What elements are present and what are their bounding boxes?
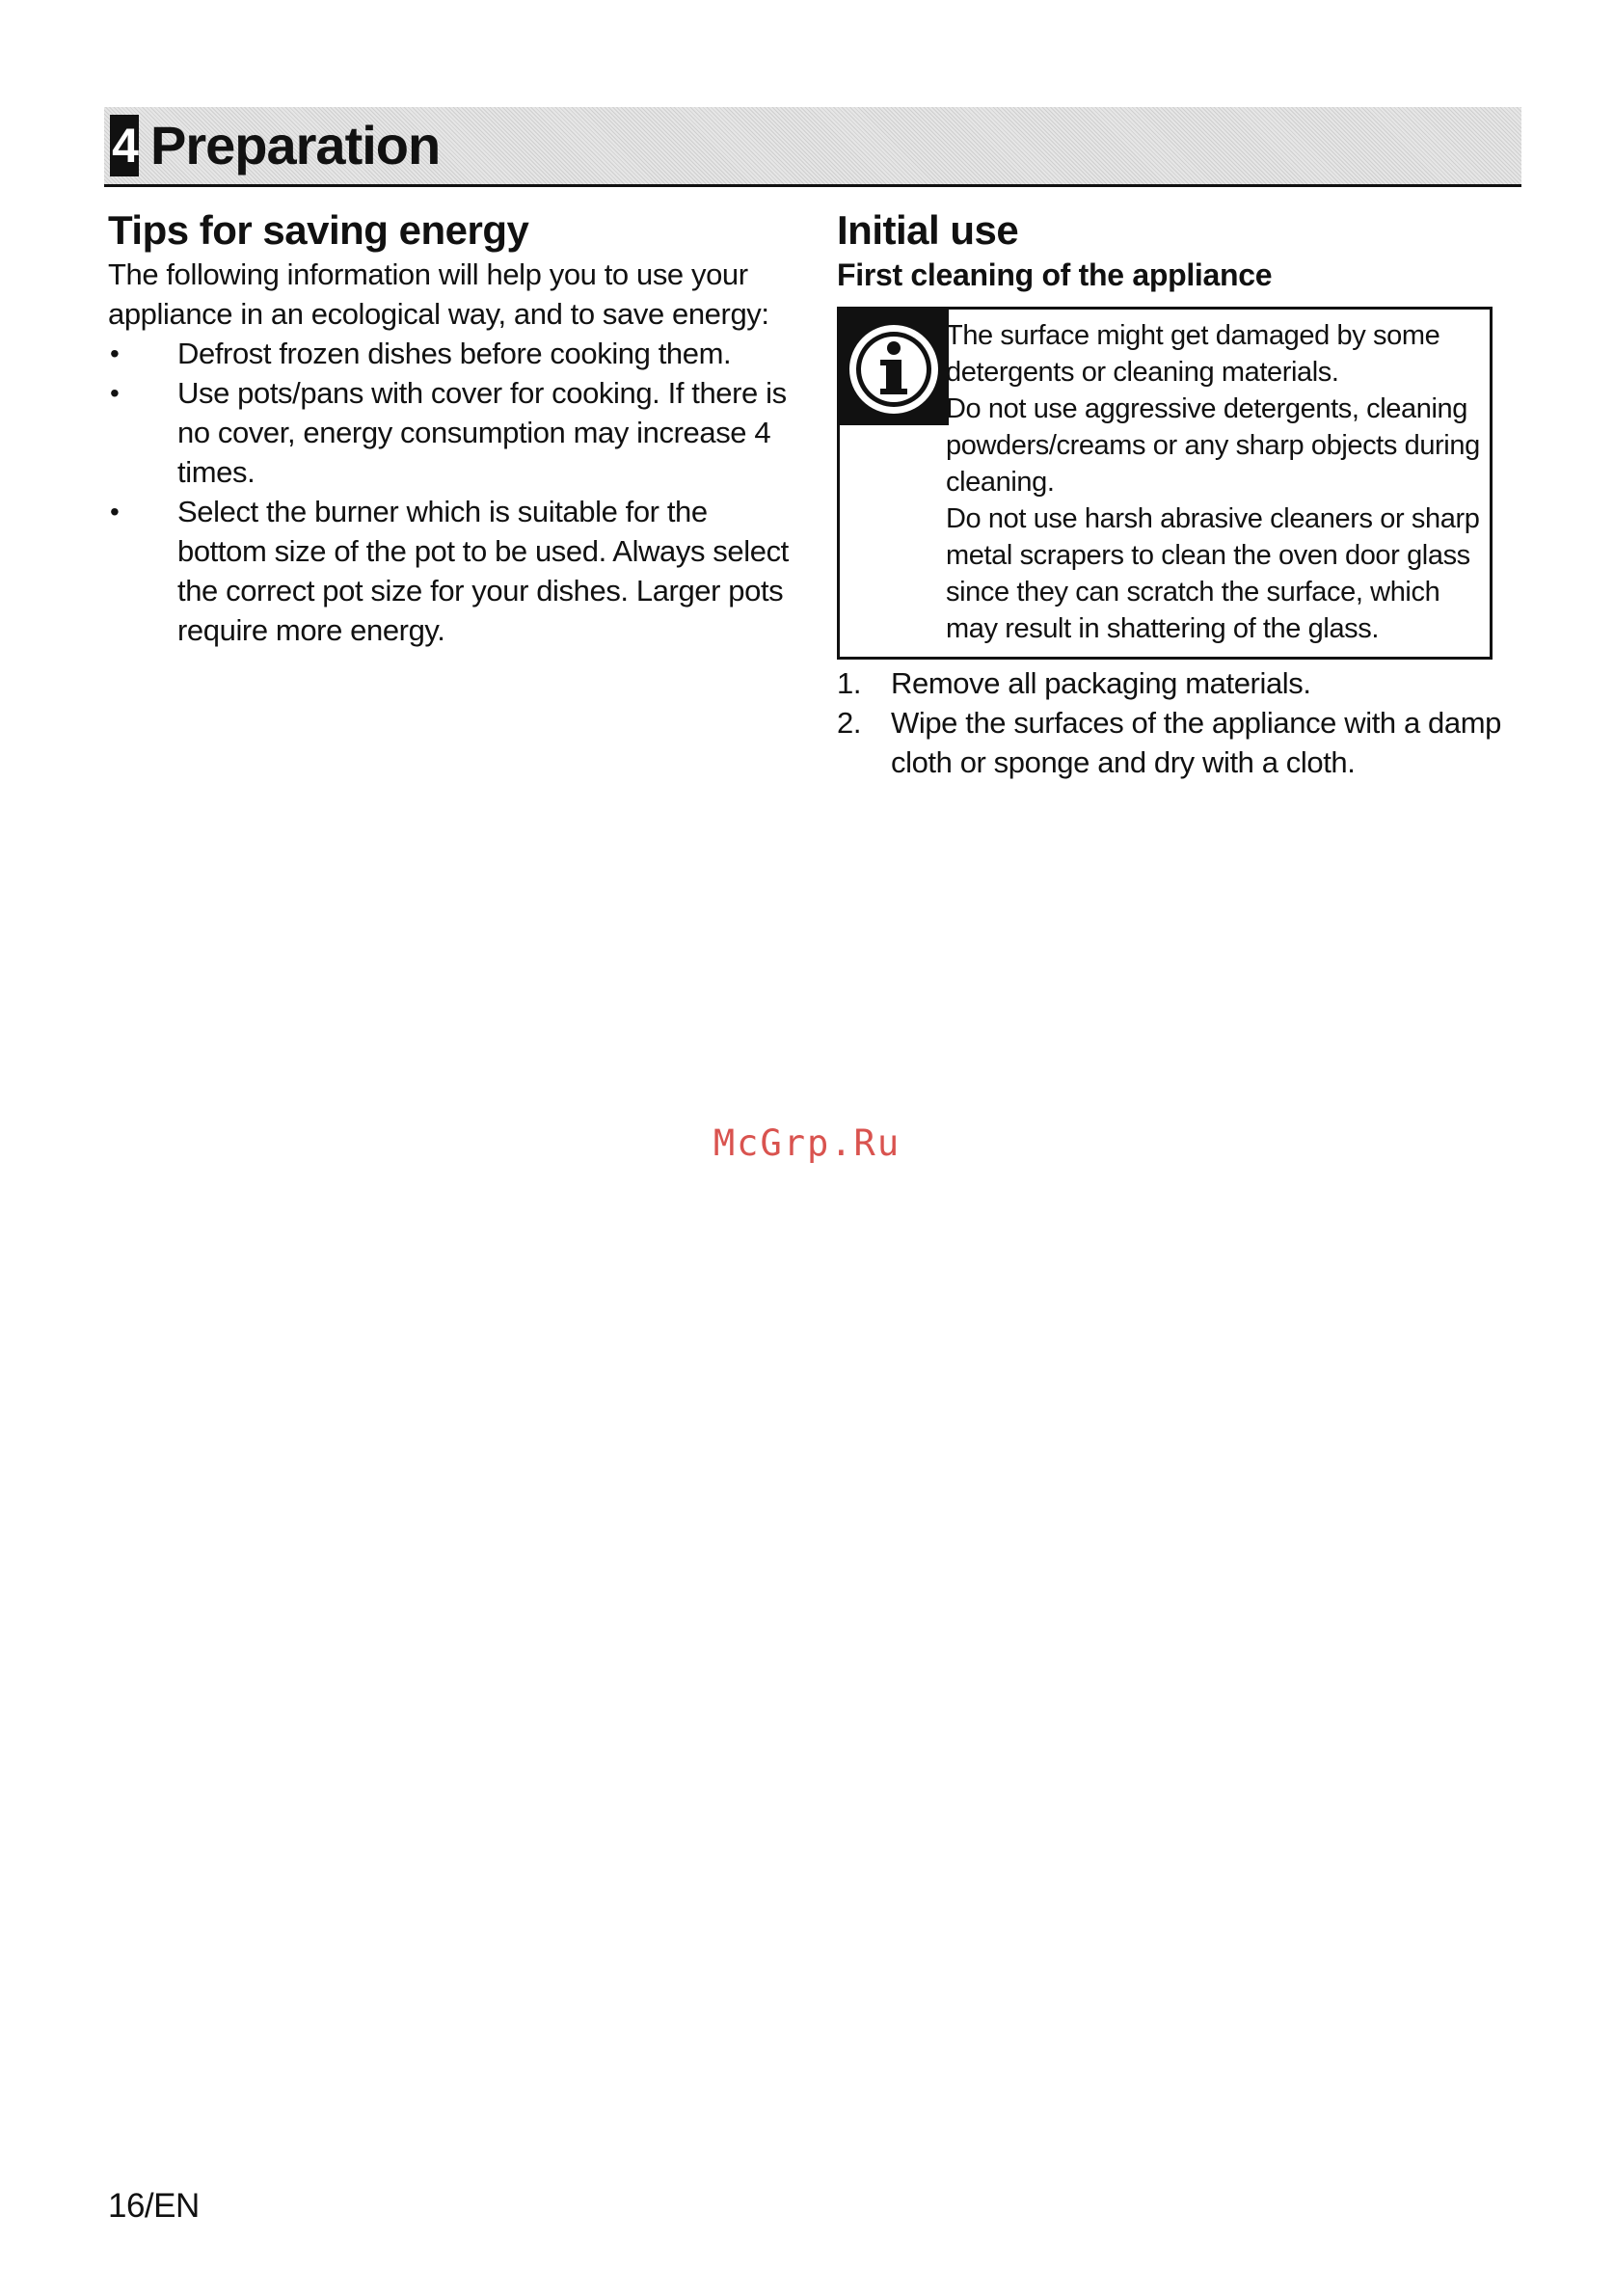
list-item-text: Use pots/pans with cover for cooking. If there is no cover, energy consumption may increase 4 times. — [177, 376, 787, 489]
bullet-icon: • — [110, 497, 120, 527]
page-number: 16/EN — [108, 2187, 200, 2225]
right-column — [837, 206, 1512, 782]
list-item — [837, 703, 1512, 782]
list-item — [837, 663, 1512, 703]
info-icon-graphic — [846, 321, 942, 418]
list-item — [108, 334, 793, 373]
step-text: Remove all packaging materials. — [891, 666, 1311, 700]
info-icon — [840, 310, 949, 425]
section-title: Preparation — [150, 115, 441, 176]
bullet-icon: • — [110, 378, 120, 408]
list-item-text: Select the burner which is suitable for the bottom size of the pot to be used. Always select the correct pot size for your dishes. Larger pots require more energy. — [177, 495, 789, 647]
step-number: 1. — [837, 666, 862, 700]
left-column — [108, 206, 793, 650]
section-number: 4 — [110, 115, 139, 176]
step-text: Wipe the surfaces of the appliance with a damp cloth or sponge and dry with a cloth. — [891, 706, 1501, 779]
list-item — [108, 492, 793, 650]
notice-text — [946, 317, 1484, 647]
step-number: 2. — [837, 706, 862, 740]
list-item-text: Defrost frozen dishes before cooking them. — [177, 337, 732, 370]
initial-use-heading: Initial use — [837, 207, 1019, 253]
cleaning-steps — [837, 663, 1512, 782]
section-header — [104, 107, 1521, 187]
notice-paragraph: Do not use harsh abrasive cleaners or sharp metal scrapers to clean the oven door glass since they can scratch the surface, which may result in shattering of the glass. — [946, 503, 1480, 644]
bullet-icon: • — [110, 338, 120, 368]
notice-paragraph: Do not use aggressive detergents, cleaning powders/creams or any sharp objects during cleaning. — [946, 393, 1480, 498]
tips-intro: The following information will help you to use your appliance in an ecological way, and to save energy: — [108, 257, 769, 331]
list-item — [108, 373, 793, 492]
watermark: McGrp.Ru — [713, 1122, 901, 1164]
first-cleaning-subheading: First cleaning of the appliance — [837, 257, 1273, 292]
info-notice-box — [837, 307, 1493, 660]
tips-heading: Tips for saving energy — [108, 207, 529, 253]
notice-paragraph: The surface might get damaged by some detergents or cleaning materials. — [946, 320, 1440, 388]
tips-list — [108, 334, 793, 650]
